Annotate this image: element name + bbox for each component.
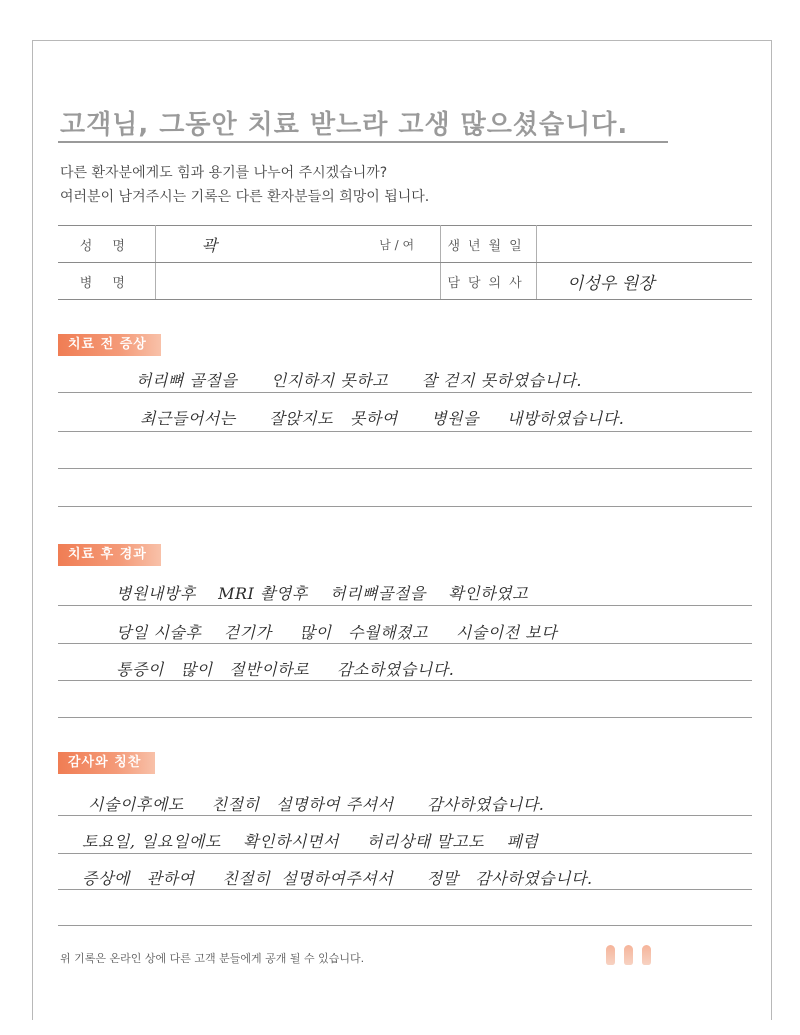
rule-line bbox=[58, 468, 752, 469]
drop-icon bbox=[606, 945, 615, 965]
page-title: 고객님, 그동안 치료 받느라 고생 많으셨습니다. bbox=[60, 110, 629, 140]
after-line-1[interactable]: 병원내방후 MRI 촬영후 허리뼈골절을 확인하였고 bbox=[116, 584, 529, 603]
thanks-line-3[interactable]: 증상에 관하여 친절히 설명하여주셔서 정말 감사하였습니다. bbox=[82, 869, 593, 888]
rule-line bbox=[58, 680, 752, 681]
drop-icon bbox=[642, 945, 651, 965]
before-line-1[interactable]: 허리뼈 골절을 인지하지 못하고 잘 걷지 못하였습니다. bbox=[136, 371, 582, 390]
rule-line bbox=[58, 853, 752, 854]
rule-line bbox=[58, 605, 752, 606]
disease-field[interactable] bbox=[155, 263, 440, 300]
disease-label: 병 명 bbox=[58, 263, 155, 300]
thanks-line-2[interactable]: 토요일, 일요일에도 확인하시면서 허리상태 말고도 폐렴 bbox=[82, 832, 539, 851]
gender-label: 남 / 여 bbox=[291, 226, 441, 263]
rule-line bbox=[58, 889, 752, 890]
rule-line bbox=[58, 925, 752, 926]
thanks-line-1[interactable]: 시술이후에도 친절히 설명하여 주셔서 감사하였습니다. bbox=[88, 795, 545, 814]
name-field[interactable]: 곽 bbox=[155, 226, 291, 263]
doctor-label: 담당의사 bbox=[441, 263, 537, 300]
rule-line bbox=[58, 717, 752, 718]
after-line-3[interactable]: 통증이 많이 절반이하로 감소하였습니다. bbox=[116, 660, 455, 679]
patient-info-table bbox=[58, 225, 752, 300]
decorative-drops bbox=[606, 945, 651, 965]
title-underline bbox=[58, 141, 668, 143]
rule-line bbox=[58, 392, 752, 393]
intro-line-1: 다른 환자분에게도 힘과 용기를 나누어 주시겠습니까? bbox=[60, 165, 388, 181]
section-badge-after: 치료 후 경과 bbox=[58, 544, 161, 566]
rule-line bbox=[58, 643, 752, 644]
drop-icon bbox=[624, 945, 633, 965]
doctor-field[interactable]: 이성우 원장 bbox=[537, 263, 752, 300]
rule-line bbox=[58, 506, 752, 507]
birth-field[interactable] bbox=[537, 226, 752, 263]
rule-line bbox=[58, 431, 752, 432]
name-label: 성 명 bbox=[58, 226, 155, 263]
after-line-2[interactable]: 당일 시술후 걷기가 많이 수월해졌고 시술이전 보다 bbox=[116, 623, 558, 642]
section-badge-before: 치료 전 증상 bbox=[58, 334, 161, 356]
intro-line-2: 여러분이 남겨주시는 기록은 다른 환자분들의 희망이 됩니다. bbox=[60, 189, 430, 205]
section-badge-thanks: 감사와 칭찬 bbox=[58, 752, 155, 774]
rule-line bbox=[58, 815, 752, 816]
before-line-2[interactable]: 최근들어서는 잘앉지도 못하여 병원을 내방하였습니다. bbox=[140, 409, 625, 428]
footer-disclaimer: 위 기록은 온라인 상에 다른 고객 분들에게 공개 될 수 있습니다. bbox=[60, 952, 365, 965]
birth-label: 생년월일 bbox=[441, 226, 537, 263]
